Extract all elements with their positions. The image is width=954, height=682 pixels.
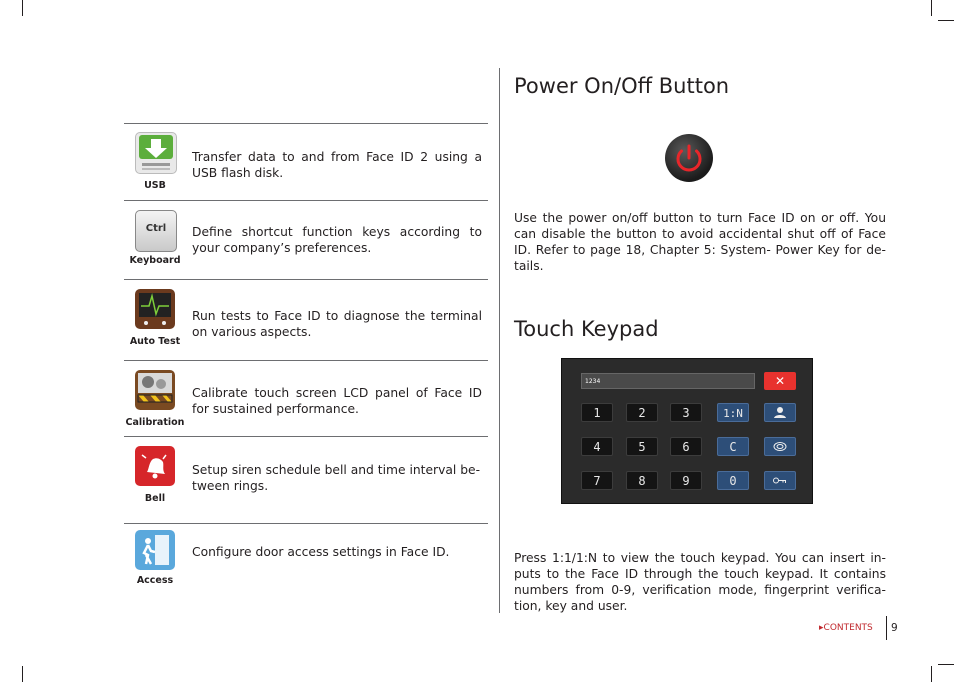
keypad-key-9: 9 xyxy=(670,471,702,490)
keyboard-label: Keyboard xyxy=(129,255,181,266)
column-divider xyxy=(499,68,500,613)
contents-arrow-icon: ▸ xyxy=(819,623,824,633)
keyboard-description: Define shortcut function keys according to your company’s preferences. xyxy=(192,225,482,255)
fingerprint-icon xyxy=(764,437,796,456)
keypad-key-8: 8 xyxy=(626,471,658,490)
bell-description: Setup siren schedule bell and time interval be-tween rings. xyxy=(192,463,481,493)
keypad-key-3: 3 xyxy=(670,403,702,422)
keyboard-icon: Ctrl xyxy=(135,210,177,252)
feature-row-access xyxy=(124,524,488,594)
usb-icon xyxy=(135,132,177,174)
power-button-icon xyxy=(665,134,713,182)
crop-mark xyxy=(931,0,932,16)
user-icon xyxy=(764,403,796,422)
feature-row-keyboard xyxy=(124,201,488,279)
keypad-heading: Touch Keypad xyxy=(514,317,659,341)
calibration-icon xyxy=(135,370,175,410)
keypad-close-button: ✕ xyxy=(764,372,796,390)
auto-test-label: Auto Test xyxy=(129,336,181,347)
feature-row-auto-test xyxy=(124,280,488,360)
key-icon xyxy=(764,471,796,490)
page-number-divider xyxy=(886,616,887,640)
keypad-key-7: 7 xyxy=(581,471,613,490)
crop-mark xyxy=(938,20,954,21)
keypad-input-field: 1234 xyxy=(581,373,755,389)
power-description: Use the power on/off button to turn Face ID on or off. You can disable the button to avoid accidental shut off of Face ID. Refer to page 18, Chapter 5: System- Power Key for de-tails. xyxy=(514,211,886,273)
feature-row-calibration xyxy=(124,361,488,436)
keypad-description: Press 1:1/1:N to view the touch keypad. You can insert in-puts to the Face ID through the touch keypad. It contains numbers from 0-9, verification mode, fingerprint verifica-tion, key and user. xyxy=(514,551,886,613)
bell-label: Bell xyxy=(144,493,166,504)
keypad-key-6: 6 xyxy=(670,437,702,456)
usb-label: USB xyxy=(144,180,166,191)
power-heading: Power On/Off Button xyxy=(514,74,730,98)
auto-test-icon xyxy=(135,289,175,329)
calibration-description: Calibrate touch screen LCD panel of Face ID for sustained performance. xyxy=(192,386,482,416)
keypad-key-2: 2 xyxy=(626,403,658,422)
crop-mark xyxy=(22,666,23,682)
feature-row-bell xyxy=(124,437,488,523)
bell-icon xyxy=(135,446,175,486)
feature-row-usb xyxy=(124,124,488,200)
auto-test-description: Run tests to Face ID to diagnose the terminal on various aspects. xyxy=(192,309,482,339)
crop-mark xyxy=(22,0,23,16)
usb-description: Transfer data to and from Face ID 2 using a USB flash disk. xyxy=(192,150,482,180)
keypad-key-1-n: 1:N xyxy=(717,403,749,422)
page-number: 9 xyxy=(891,622,898,634)
crop-mark xyxy=(938,664,954,665)
access-description: Configure door access settings in Face ID. xyxy=(192,545,450,559)
keypad-key-0: 0 xyxy=(717,471,749,490)
keypad-key-c: C xyxy=(717,437,749,456)
access-icon xyxy=(135,530,175,570)
access-label: Access xyxy=(136,575,174,586)
touch-keypad-image xyxy=(561,358,813,504)
contents-link[interactable]: ▸CONTENTS xyxy=(819,623,873,633)
crop-mark xyxy=(931,666,932,682)
keypad-key-4: 4 xyxy=(581,437,613,456)
keypad-key-1: 1 xyxy=(581,403,613,422)
calibration-label: Calibration xyxy=(125,417,185,428)
keypad-key-5: 5 xyxy=(626,437,658,456)
